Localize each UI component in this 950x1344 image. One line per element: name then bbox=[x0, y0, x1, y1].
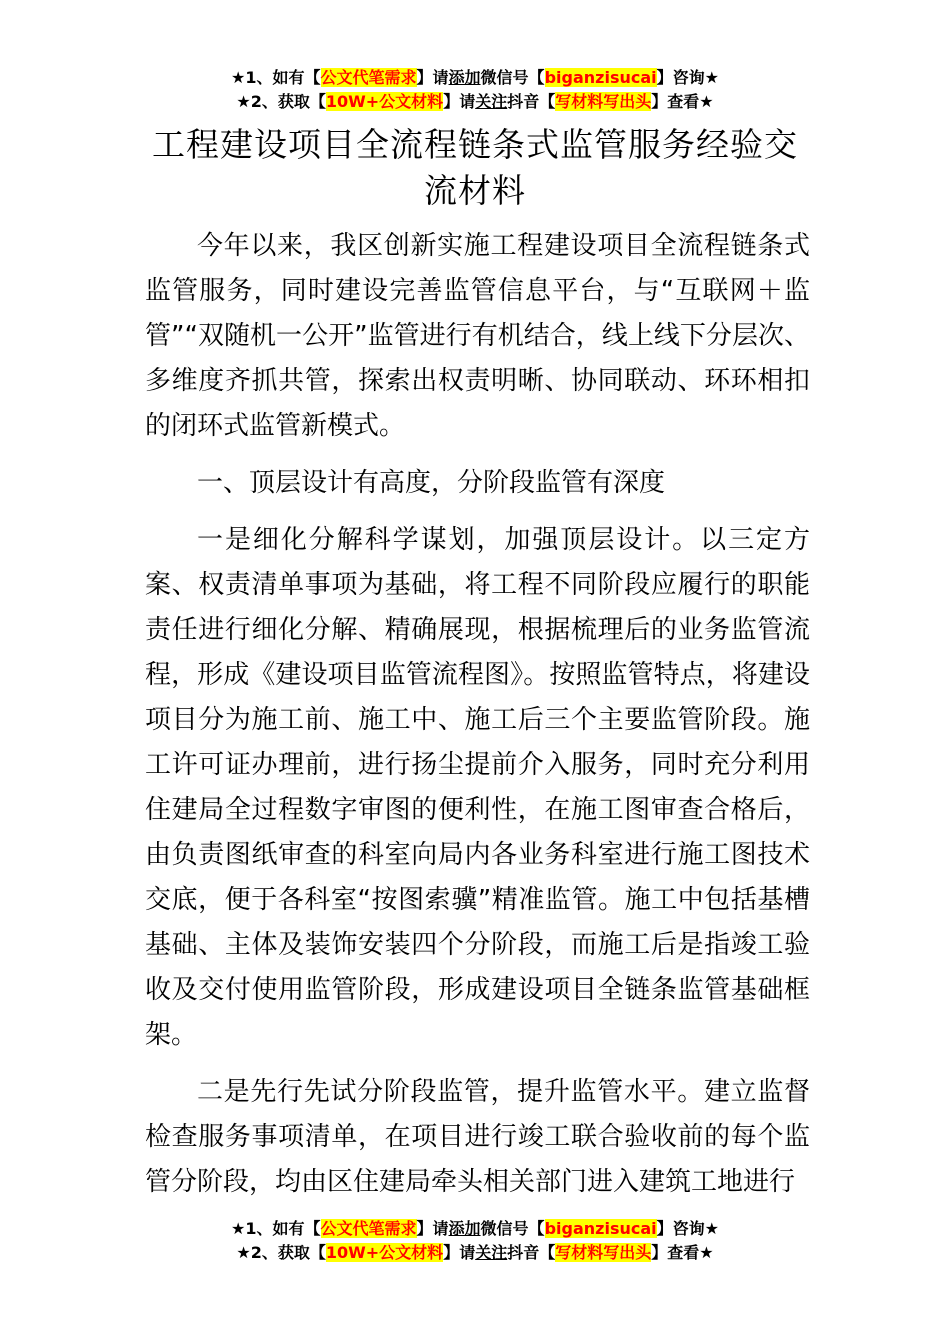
promo-line-1-mid1: 】请 bbox=[416, 1219, 449, 1238]
promo-line-1-suffix: 】咨询★ bbox=[656, 1219, 719, 1238]
promo-highlight-ghostwriting: 公文代笔需求 bbox=[320, 1219, 417, 1238]
promo-highlight-douyin: 写材料写出头 bbox=[555, 1243, 652, 1262]
promo-underline-follow: 关注 bbox=[475, 1243, 508, 1262]
promo-highlight-materials: 10W+公文材料 bbox=[325, 92, 444, 111]
promo-line-1-mid2: 微信号【 bbox=[480, 1219, 545, 1238]
promo-highlight-materials: 10W+公文材料 bbox=[325, 1243, 444, 1262]
promo-line-1-suffix: 】咨询★ bbox=[656, 68, 719, 87]
promo-line-2-mid1: 】请 bbox=[443, 92, 476, 111]
promo-banner-bottom bbox=[0, 1217, 950, 1265]
promo-underline-add: 添加 bbox=[448, 68, 481, 87]
promo-line-1 bbox=[0, 66, 950, 90]
promo-highlight-douyin: 写材料写出头 bbox=[555, 92, 652, 111]
promo-line-1-mid1: 】请 bbox=[416, 68, 449, 87]
promo-line-2 bbox=[0, 90, 950, 114]
promo-line-2-prefix: ★2、获取【 bbox=[236, 1243, 326, 1262]
document-body bbox=[145, 224, 810, 1217]
promo-line-1-bottom bbox=[0, 1217, 950, 1241]
promo-line-2-mid2: 抖音【 bbox=[507, 92, 556, 111]
promo-line-2-prefix: ★2、获取【 bbox=[236, 92, 326, 111]
section-heading-1: 一、顶层设计有高度，分阶段监管有深度 bbox=[197, 468, 666, 498]
promo-highlight-ghostwriting: 公文代笔需求 bbox=[320, 68, 417, 87]
promo-line-2-suffix: 】查看★ bbox=[651, 92, 714, 111]
promo-underline-add: 添加 bbox=[448, 1219, 481, 1238]
paragraph-point-2: 二是先行先试分阶段监管，提升监管水平。建立监督检查服务事项清单，在项目进行竣工联合验收前的每个监管分阶段，均由区住建局牵头相关部门进入建筑工地进行 bbox=[145, 1077, 810, 1197]
document-title-line-1: 工程建设项目全流程链条式监管服务经验交 bbox=[152, 125, 798, 164]
document-title bbox=[120, 122, 830, 214]
promo-highlight-wechat-id: biganzisucai bbox=[544, 68, 657, 87]
promo-line-1-mid2: 微信号【 bbox=[480, 68, 545, 87]
promo-line-2-bottom bbox=[0, 1241, 950, 1265]
promo-underline-follow: 关注 bbox=[475, 92, 508, 111]
paragraph-intro: 今年以来，我区创新实施工程建设项目全流程链条式监管服务，同时建设完善监管信息平台，与“互联网＋监管”“双随机一公开”监管进行有机结合，线上线下分层次、多维度齐抓共管，探索出权责明晰、协同联动、环环相扣的闭环式监管新模式。 bbox=[145, 231, 810, 441]
promo-line-2-mid2: 抖音【 bbox=[507, 1243, 556, 1262]
paragraph-point-1: 一是细化分解科学谋划，加强顶层设计。以三定方案、权责清单事项为基础，将工程不同阶段应履行的职能责任进行细化分解、精确展现，根据梳理后的业务监管流程，形成《建设项目监管流程图》。按照监管特点，将建设项目分为施工前、施工中、施工后三个主要监管阶段。施工许可证办理前，进行扬尘提前介入服务，同时充分利用住建局全过程数字审图的便利性，在施工图审查合格后，由负责图纸审查的科室向局内各业务科室进行施工图技术交底，便于各科室“按图索骥”精准监管。施工中包括基槽基础、主体及装饰安装四个分阶段，而施工后是指竣工验收及交付使用监管阶段，形成建设项目全链条监管基础框架。 bbox=[145, 525, 810, 1050]
promo-line-1-prefix: ★1、如有【 bbox=[231, 1219, 321, 1238]
promo-line-2-mid1: 】请 bbox=[443, 1243, 476, 1262]
promo-banner-top bbox=[0, 66, 950, 114]
document-title-line-2: 流材料 bbox=[424, 171, 526, 210]
promo-line-1-prefix: ★1、如有【 bbox=[231, 68, 321, 87]
promo-line-2-suffix: 】查看★ bbox=[651, 1243, 714, 1262]
promo-highlight-wechat-id: biganzisucai bbox=[544, 1219, 657, 1238]
